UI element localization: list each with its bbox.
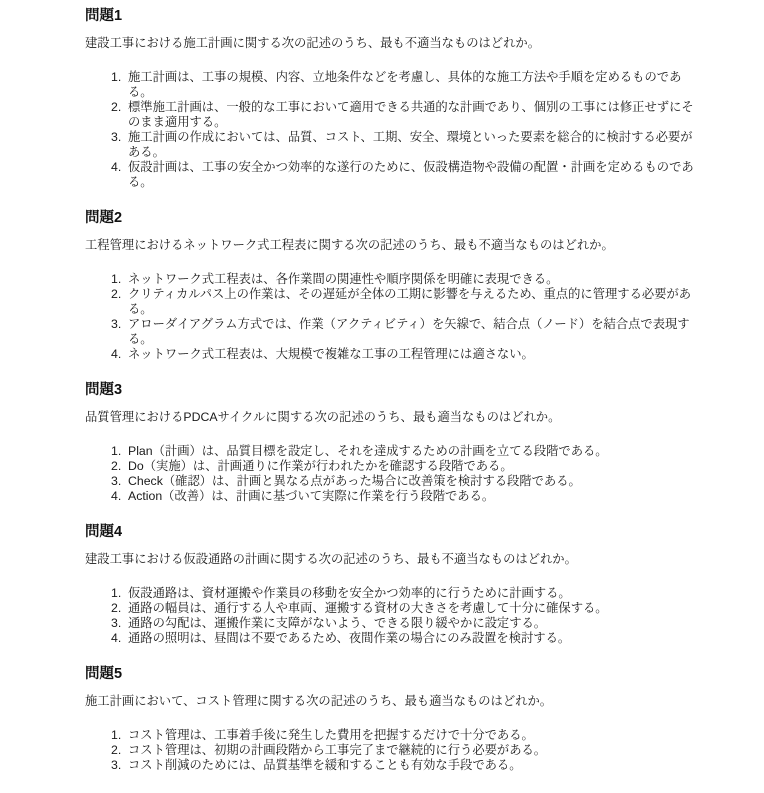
option-item <box>85 272 695 287</box>
question-block-4 <box>85 524 695 646</box>
option-item <box>85 758 695 773</box>
option-item <box>85 616 695 631</box>
options-list <box>85 586 695 646</box>
question-title: 問題2 <box>85 210 123 226</box>
option-number: 3. <box>111 758 122 772</box>
question-intro: 工程管理におけるネットワーク式工程表に関する次の記述のうち、最も不適当なものはどれか。 <box>85 238 614 252</box>
option-text: コスト削減のためには、品質基準を緩和することも有効な手段である。 <box>128 758 522 772</box>
option-item <box>85 489 695 504</box>
option-number: 1. <box>111 586 122 600</box>
option-item <box>85 444 695 459</box>
option-number: 2. <box>111 459 122 473</box>
option-item <box>85 586 695 601</box>
option-number: 2. <box>111 287 122 301</box>
option-item <box>85 743 695 758</box>
options-list <box>85 70 695 190</box>
option-text: 施工計画の作成においては、品質、コスト、工期、安全、環境といった要素を総合的に検討する必要がある。 <box>128 130 693 159</box>
option-text: 通路の幅員は、通行する人や車両、運搬する資材の大きさを考慮して十分に確保する。 <box>128 601 608 615</box>
option-item <box>85 601 695 616</box>
option-number: 4. <box>111 347 122 361</box>
option-number: 3. <box>111 474 122 488</box>
option-item <box>85 287 695 317</box>
option-item <box>85 347 695 362</box>
option-text: ネットワーク式工程表は、大規模で複雑な工事の工程管理には適さない。 <box>128 347 534 361</box>
question-intro: 品質管理におけるPDCAサイクルに関する次の記述のうち、最も適当なものはどれか。 <box>85 410 561 424</box>
option-number: 2. <box>111 743 122 757</box>
option-number: 4. <box>111 160 122 174</box>
option-text: Plan（計画）は、品質目標を設定し、それを達成するための計画を立てる段階である。 <box>128 444 608 458</box>
option-text: 施工計画は、工事の規模、内容、立地条件などを考慮し、具体的な施工方法や手順を定めるものである。 <box>128 70 682 99</box>
options-list <box>85 728 695 773</box>
options-list <box>85 444 695 504</box>
option-number: 1. <box>111 70 122 84</box>
question-title: 問題5 <box>85 666 123 682</box>
option-number: 2. <box>111 100 122 114</box>
option-item <box>85 728 695 743</box>
option-number: 4. <box>111 631 122 645</box>
option-item <box>85 317 695 347</box>
option-item <box>85 474 695 489</box>
option-text: 通路の勾配は、運搬作業に支障がないよう、できる限り緩やかに設定する。 <box>128 616 547 630</box>
option-text: 標準施工計画は、一般的な工事において適用できる共通的な計画であり、個別の工事には修正せずにそのまま適用する。 <box>128 100 694 129</box>
option-number: 3. <box>111 616 122 630</box>
option-text: Action（改善）は、計画に基づいて実際に作業を行う段階である。 <box>128 489 495 503</box>
question-intro: 建設工事における仮設通路の計画に関する次の記述のうち、最も不適当なものはどれか。 <box>85 552 577 566</box>
option-number: 3. <box>111 317 122 331</box>
option-text: ネットワーク式工程表は、各作業間の関連性や順序関係を明確に表現できる。 <box>128 272 559 286</box>
option-item <box>85 160 695 190</box>
option-number: 3. <box>111 130 122 144</box>
option-number: 2. <box>111 601 122 615</box>
option-item <box>85 70 695 100</box>
question-block-2 <box>85 210 695 362</box>
question-block-5 <box>85 666 695 773</box>
option-text: 仮設通路は、資材運搬や作業員の移動を安全かつ効率的に行うために計画する。 <box>128 586 571 600</box>
option-text: Do（実施）は、計画通りに作業が行われたかを確認する段階である。 <box>128 459 513 473</box>
question-block-3 <box>85 382 695 504</box>
option-number: 1. <box>111 272 122 286</box>
option-item <box>85 459 695 474</box>
option-text: コスト管理は、初期の計画段階から工事完了まで継続的に行う必要がある。 <box>128 743 547 757</box>
option-number: 1. <box>111 728 122 742</box>
option-item <box>85 130 695 160</box>
question-title: 問題3 <box>85 382 123 398</box>
option-number: 1. <box>111 444 122 458</box>
option-text: 仮設計画は、工事の安全かつ効率的な遂行のために、仮設構造物や設備の配置・計画を定めるものである。 <box>128 160 694 189</box>
question-block-1 <box>85 8 695 190</box>
question-title: 問題1 <box>85 8 123 24</box>
option-item <box>85 631 695 646</box>
question-title: 問題4 <box>85 524 123 540</box>
option-text: Check（確認）は、計画と異なる点があった場合に改善策を検討する段階である。 <box>128 474 581 488</box>
option-text: アローダイアグラム方式では、作業（アクティビティ）を矢線で、結合点（ノード）を結合点で表現する。 <box>128 317 690 346</box>
options-list <box>85 272 695 362</box>
question-intro: 施工計画において、コスト管理に関する次の記述のうち、最も適当なものはどれか。 <box>85 694 553 708</box>
option-number: 4. <box>111 489 122 503</box>
document-page <box>85 8 695 793</box>
option-text: クリティカルパス上の作業は、その遅延が全体の工期に影響を与えるため、重点的に管理する必要がある。 <box>128 287 692 316</box>
option-item <box>85 100 695 130</box>
option-text: 通路の照明は、昼間は不要であるため、夜間作業の場合にのみ設置を検討する。 <box>128 631 571 645</box>
option-text: コスト管理は、工事着手後に発生した費用を把握するだけで十分である。 <box>128 728 534 742</box>
question-intro: 建設工事における施工計画に関する次の記述のうち、最も不適当なものはどれか。 <box>85 36 540 50</box>
